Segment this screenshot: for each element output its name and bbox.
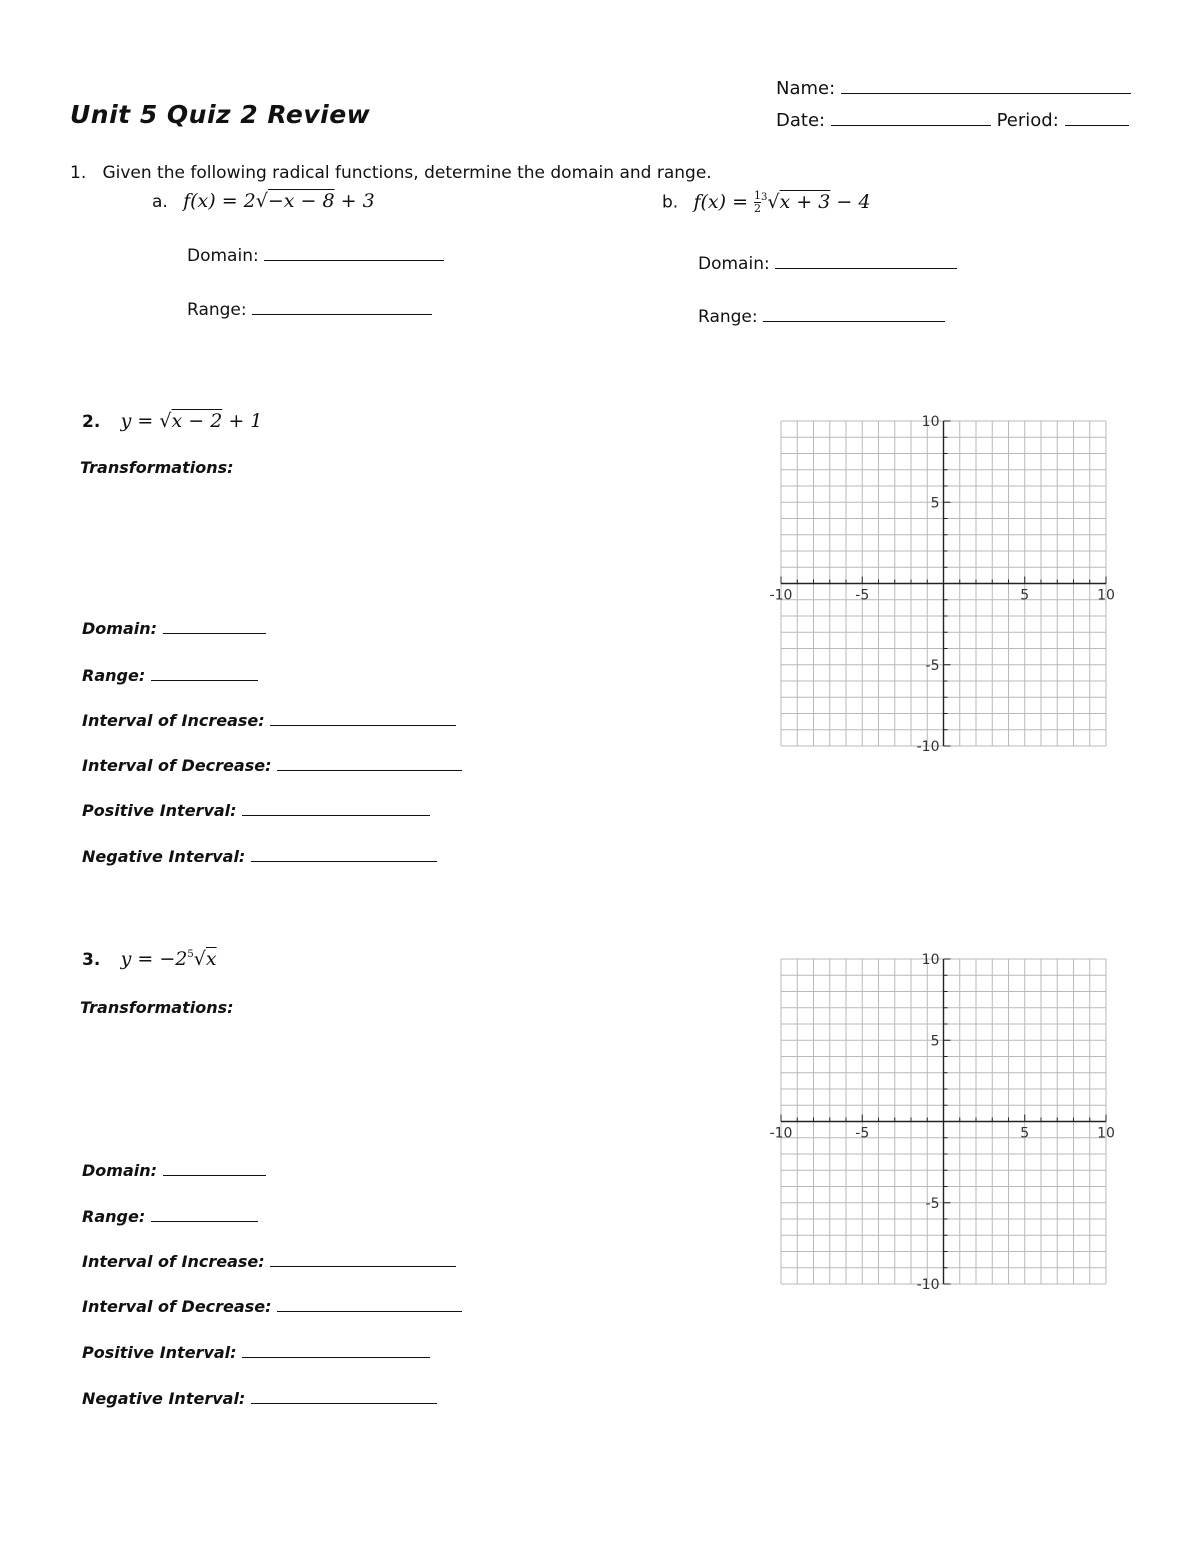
q2-range-label: Range:	[82, 666, 146, 685]
y-tick-label: 10	[921, 414, 940, 430]
q3-negative-field[interactable]	[82, 1386, 437, 1408]
period-blank[interactable]	[1065, 108, 1129, 126]
q2-number: 2.	[82, 412, 101, 432]
x-tick-label: 10	[1097, 587, 1115, 604]
q1b-letter: b.	[662, 192, 679, 213]
q1a-domain-label: Domain:	[187, 246, 259, 266]
q3-increase-label: Interval of Increase:	[82, 1252, 265, 1271]
x-tick-label: -10	[769, 587, 793, 604]
y-tick-label: 10	[921, 952, 940, 968]
q1a-range-blank[interactable]	[252, 297, 432, 315]
q1a-radicand: −x − 8	[267, 190, 335, 212]
q1b-frac-num: 1	[754, 189, 762, 202]
q1b-frac-den: 2	[754, 202, 762, 215]
y-tick-label: -5	[925, 657, 940, 674]
question-1-number: 1.	[70, 163, 87, 183]
y-tick-label: -10	[916, 1277, 940, 1293]
name-field[interactable]	[776, 76, 1131, 99]
q3-range-field[interactable]	[82, 1204, 258, 1226]
q3-radicand: x	[205, 948, 217, 970]
name-label: Name:	[776, 78, 836, 99]
x-tick-label: -5	[855, 587, 870, 604]
x-tick-label: 10	[1097, 1125, 1115, 1142]
q2-range-blank[interactable]	[151, 663, 258, 681]
q1b-radicand: x + 3	[779, 190, 831, 213]
q1b-range-label: Range:	[698, 307, 758, 327]
q2-transformations-label: Transformations:	[80, 458, 234, 477]
q1a-letter: a.	[152, 192, 168, 212]
q3-range-label: Range:	[82, 1207, 146, 1226]
q2-decrease-field[interactable]	[82, 753, 462, 775]
coordinate-grid-q3[interactable]	[760, 943, 1130, 1303]
date-blank[interactable]	[831, 108, 991, 126]
question-1-prompt	[70, 163, 712, 183]
page-title: Unit 5 Quiz 2 Review	[70, 100, 371, 129]
q1b-domain-field[interactable]	[698, 251, 957, 274]
q1b-range-field[interactable]	[698, 304, 945, 327]
q2-rhs: + 1	[222, 410, 263, 432]
q3-negative-blank[interactable]	[251, 1386, 437, 1404]
x-tick-label: 5	[1020, 587, 1030, 604]
q2-positive-label: Positive Interval:	[82, 801, 237, 820]
q2-domain-blank[interactable]	[163, 616, 266, 634]
q2-domain-label: Domain:	[82, 619, 158, 638]
q3-number: 3.	[82, 950, 101, 970]
q1a-domain-field[interactable]	[187, 243, 444, 266]
q2-radicand: x − 2	[171, 410, 223, 432]
q1a-domain-blank[interactable]	[264, 243, 444, 261]
q3-transformations-label: Transformations:	[80, 998, 234, 1017]
q3-root-index: 5	[187, 949, 194, 960]
q2-lhs: y =	[120, 410, 160, 432]
y-tick-label: -10	[916, 739, 940, 755]
x-tick-label: -5	[855, 1125, 870, 1142]
q2-range-field[interactable]	[82, 663, 258, 685]
q2-decrease-label: Interval of Decrease:	[82, 756, 272, 775]
q2-negative-blank[interactable]	[251, 844, 437, 862]
q3-range-blank[interactable]	[151, 1204, 258, 1222]
q2-negative-field[interactable]	[82, 844, 437, 866]
name-blank[interactable]	[841, 76, 1131, 94]
x-tick-label: 5	[1020, 1125, 1030, 1142]
q3-negative-label: Negative Interval:	[82, 1389, 246, 1408]
q2-increase-label: Interval of Increase:	[82, 711, 265, 730]
y-tick-label: 5	[930, 495, 940, 512]
y-tick-label: -5	[925, 1195, 940, 1212]
q3-positive-label: Positive Interval:	[82, 1343, 237, 1362]
q2-increase-blank[interactable]	[270, 708, 456, 726]
q2-positive-field[interactable]	[82, 798, 430, 820]
q3-increase-blank[interactable]	[270, 1249, 456, 1267]
q3-decrease-blank[interactable]	[277, 1294, 462, 1312]
q3-equation: 3. $y = -2^5√x$	[82, 948, 217, 970]
q1b-lhs: f(x) =	[693, 190, 755, 213]
q1a-range-label: Range:	[187, 300, 247, 320]
coordinate-grid-q2[interactable]	[760, 405, 1130, 765]
date-period-row	[776, 108, 1129, 131]
q1b-root-index: 3	[761, 191, 768, 203]
q3-lhs: y = −2	[120, 948, 188, 970]
q1b-range-blank[interactable]	[763, 304, 945, 322]
q3-decrease-field[interactable]	[82, 1294, 462, 1316]
q1b-equation: b. f(x) = $\frac{1}{2}$ $^3$√x + 3 − 4	[662, 189, 871, 215]
q1a-lhs: f(x) = 2	[183, 190, 256, 212]
q3-domain-field[interactable]	[82, 1158, 266, 1180]
q1a-equation: a. f(x) = 2√−x − 8 + 3	[152, 190, 375, 212]
q2-equation: 2. y = √x − 2 + 1	[82, 410, 263, 432]
q3-positive-field[interactable]	[82, 1340, 430, 1362]
q3-domain-label: Domain:	[82, 1161, 158, 1180]
q1a-rhs: + 3	[334, 190, 375, 212]
q2-domain-field[interactable]	[82, 616, 266, 638]
q2-negative-label: Negative Interval:	[82, 847, 246, 866]
date-label: Date:	[776, 110, 826, 131]
q1b-domain-blank[interactable]	[775, 251, 957, 269]
q1b-rhs: − 4	[830, 190, 871, 213]
q2-decrease-blank[interactable]	[277, 753, 462, 771]
x-tick-label: -10	[769, 1125, 793, 1142]
question-1-text: Given the following radical functions, determine the domain and range.	[102, 163, 712, 183]
q3-positive-blank[interactable]	[242, 1340, 430, 1358]
q3-increase-field[interactable]	[82, 1249, 456, 1271]
q3-domain-blank[interactable]	[163, 1158, 266, 1176]
period-label: Period:	[996, 110, 1059, 131]
q1a-range-field[interactable]	[187, 297, 432, 320]
y-tick-label: 5	[930, 1033, 940, 1050]
q2-increase-field[interactable]	[82, 708, 456, 730]
q1b-domain-label: Domain:	[698, 254, 770, 274]
q2-positive-blank[interactable]	[242, 798, 430, 816]
q1b-fraction	[754, 190, 761, 215]
q3-decrease-label: Interval of Decrease:	[82, 1297, 272, 1316]
